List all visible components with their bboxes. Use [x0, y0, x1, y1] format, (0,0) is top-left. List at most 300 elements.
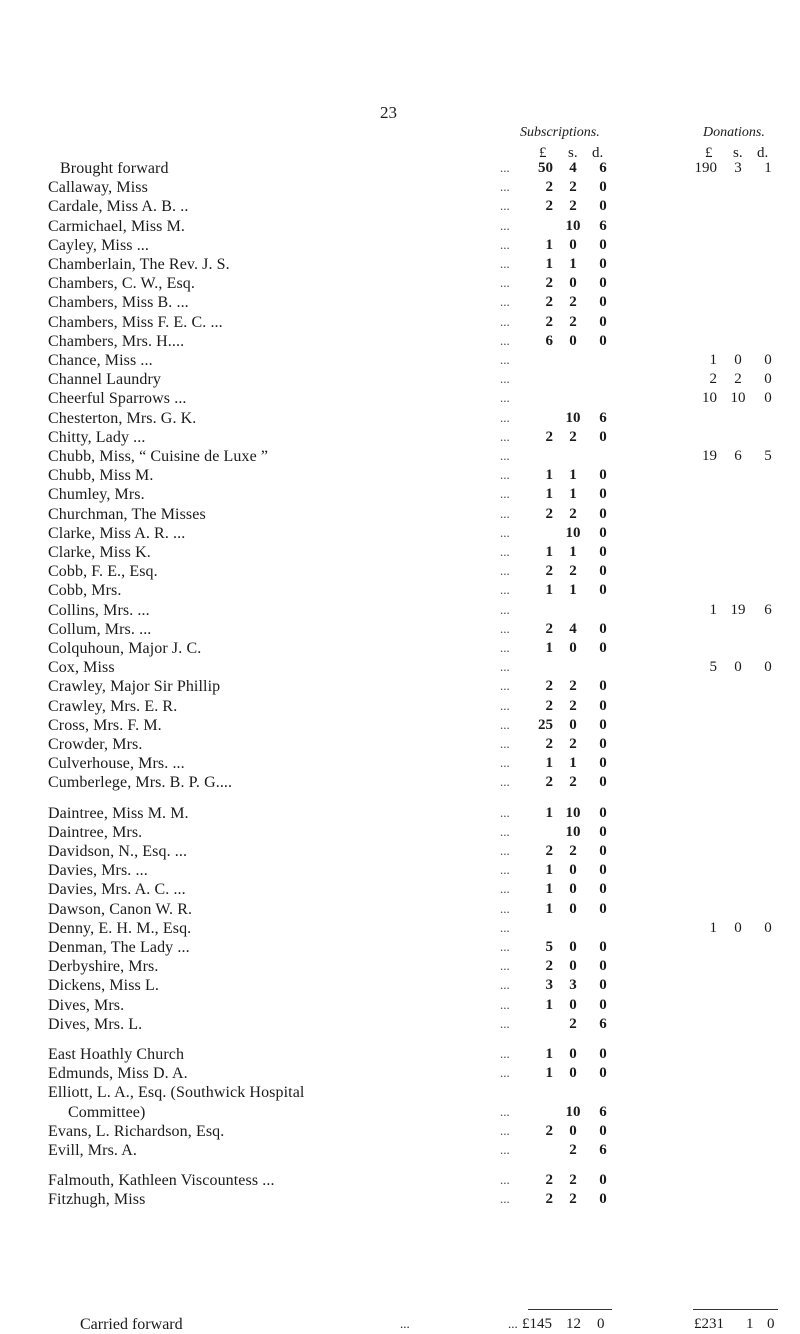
- list-item: [0, 1104, 800, 1123]
- subscription-shillings: 10: [565, 525, 581, 541]
- subscription-pence: 0: [599, 563, 607, 579]
- leader-dots: ...: [500, 1016, 510, 1031]
- subscription-shillings: 1: [569, 544, 577, 560]
- list-item: [0, 843, 800, 862]
- list-item: [0, 1084, 800, 1103]
- leader-dots: ...: [500, 698, 510, 713]
- leader-dots: ...: [500, 429, 510, 444]
- subscription-shillings: 2: [569, 198, 577, 214]
- list-item: [0, 525, 800, 544]
- leader-dots: ...: [500, 371, 510, 386]
- subscription-shillings: 2: [569, 678, 577, 694]
- leader-dots: ...: [500, 843, 510, 858]
- entry-name: Chesterton, Mrs. G. K.: [48, 410, 197, 427]
- leader-dots: ...: [500, 1104, 510, 1119]
- entry-name: Crawley, Major Sir Phillip: [48, 678, 221, 695]
- list-item: [0, 862, 800, 881]
- subscription-pence: 0: [599, 621, 607, 637]
- don-total-rule: [693, 1309, 778, 1310]
- entry-name: Collum, Mrs. ...: [48, 621, 152, 638]
- sub-total-pounds: £145: [522, 1316, 552, 1332]
- sub-shilling-symbol: s.: [568, 145, 578, 161]
- subscription-shillings: 2: [569, 563, 577, 579]
- subscription-pounds: 2: [545, 1123, 553, 1139]
- subscription-pence: 0: [599, 467, 607, 483]
- subscription-shillings: 10: [565, 805, 581, 821]
- donation-pence: 1: [764, 160, 772, 176]
- donation-pounds: 1: [709, 352, 717, 368]
- list-item: [0, 1065, 800, 1084]
- subscription-pounds: 1: [545, 486, 553, 502]
- subscription-shillings: 2: [569, 179, 577, 195]
- subscription-pence: 6: [599, 1104, 607, 1120]
- don-total-shillings: 1: [746, 1316, 754, 1332]
- subscription-shillings: 2: [569, 314, 577, 330]
- subscription-pence: 0: [599, 179, 607, 195]
- subscription-pence: 0: [599, 333, 607, 349]
- subscription-pence: 0: [599, 824, 607, 840]
- subscription-pounds: 1: [545, 881, 553, 897]
- leader-dots: ...: [500, 997, 510, 1012]
- subscription-pounds: 5: [545, 939, 553, 955]
- leader-dots: ...: [500, 352, 510, 367]
- leader-dots: ...: [500, 824, 510, 839]
- sub-total-shillings: 12: [566, 1316, 581, 1332]
- subscription-pence: 0: [599, 881, 607, 897]
- subscription-pence: 0: [599, 506, 607, 522]
- subscription-shillings: 4: [569, 160, 577, 176]
- entry-name: Daintree, Miss M. M.: [48, 805, 189, 822]
- subscription-pence: 0: [599, 901, 607, 917]
- subscription-pence: 6: [599, 1142, 607, 1158]
- donation-pence: 5: [764, 448, 772, 464]
- leader-dots: ...: [500, 659, 510, 674]
- leader-dots: ...: [500, 582, 510, 597]
- subscription-shillings: 1: [569, 486, 577, 502]
- sub-pound-symbol: £: [539, 145, 547, 161]
- subscription-pounds: 1: [545, 862, 553, 878]
- subscription-shillings: 0: [569, 901, 577, 917]
- subscriptions-header: Subscriptions.: [520, 125, 600, 140]
- subscription-shillings: 0: [569, 717, 577, 733]
- leader-dots: ...: [500, 1046, 510, 1061]
- subscription-pence: 6: [599, 410, 607, 426]
- subscription-pounds: 2: [545, 198, 553, 214]
- subscription-shillings: 0: [569, 640, 577, 656]
- donation-pounds: 1: [709, 920, 717, 936]
- subscription-pence: 0: [599, 774, 607, 790]
- subscription-pence: 0: [599, 1191, 607, 1207]
- subscription-pence: 6: [599, 218, 607, 234]
- entry-name: Chambers, Miss B. ...: [48, 294, 189, 311]
- subscription-pounds: 2: [545, 958, 553, 974]
- entry-name: Chambers, Miss F. E. C. ...: [48, 314, 223, 331]
- sub-pence-symbol: d.: [592, 145, 604, 161]
- subscription-pounds: 2: [545, 179, 553, 195]
- list-item: [0, 958, 800, 977]
- leader-dots: ...: [500, 1191, 510, 1206]
- leader-dots: ...: [500, 736, 510, 751]
- subscription-shillings: 0: [569, 275, 577, 291]
- donation-pence: 0: [764, 920, 772, 936]
- subscription-shillings: 10: [565, 1104, 581, 1120]
- entry-name: Colquhoun, Major J. C.: [48, 640, 202, 657]
- entry-name: Churchman, The Misses: [48, 506, 206, 523]
- entry-name: Cheerful Sparrows ...: [48, 390, 187, 407]
- entry-name: Clarke, Miss K.: [48, 544, 151, 561]
- donation-pounds: 19: [702, 448, 717, 464]
- entry-name: Carmichael, Miss M.: [48, 218, 185, 235]
- entry-name: Cobb, Mrs.: [48, 582, 122, 599]
- donation-pounds: 1: [709, 602, 717, 618]
- entry-name: Elliott, L. A., Esq. (Southwick Hospital: [48, 1084, 305, 1101]
- leader-dots: ...: [500, 390, 510, 405]
- subscription-pence: 0: [599, 429, 607, 445]
- entry-name: Cobb, F. E., Esq.: [48, 563, 158, 580]
- subscription-pence: 0: [599, 640, 607, 656]
- subscription-pounds: 2: [545, 506, 553, 522]
- donation-shillings: 0: [734, 920, 742, 936]
- subscription-shillings: 2: [569, 1172, 577, 1188]
- list-item: [0, 314, 800, 333]
- carried-forward-label: Carried forward: [80, 1316, 183, 1333]
- list-item: [0, 977, 800, 996]
- entry-name: Dives, Mrs.: [48, 997, 125, 1014]
- list-item: [0, 467, 800, 486]
- list-item: [0, 352, 800, 371]
- subscription-pence: 0: [599, 1172, 607, 1188]
- donation-shillings: 3: [734, 160, 742, 176]
- entry-name: Culverhouse, Mrs. ...: [48, 755, 185, 772]
- subscription-pounds: 2: [545, 294, 553, 310]
- donation-pounds: 5: [709, 659, 717, 675]
- subscription-pounds: 1: [545, 544, 553, 560]
- entry-name: Falmouth, Kathleen Viscountess ...: [48, 1172, 275, 1189]
- leader-dots: ...: [500, 678, 510, 693]
- donation-pence: 0: [764, 659, 772, 675]
- subscription-shillings: 4: [569, 621, 577, 637]
- subscription-shillings: 0: [569, 333, 577, 349]
- subscription-pounds: 2: [545, 736, 553, 752]
- entry-name: Cox, Miss: [48, 659, 115, 676]
- list-item: [0, 920, 800, 939]
- carried-forward-dots: ...: [400, 1316, 410, 1331]
- don-pence-symbol: d.: [757, 145, 769, 161]
- subscription-pounds: 1: [545, 237, 553, 253]
- subscription-shillings: 2: [569, 1142, 577, 1158]
- leader-dots: ...: [500, 486, 510, 501]
- leader-dots: ...: [500, 410, 510, 425]
- leader-dots: ...: [500, 525, 510, 540]
- subscription-pence: 0: [599, 582, 607, 598]
- donation-pence: 0: [764, 352, 772, 368]
- leader-dots: ...: [500, 179, 510, 194]
- leader-dots: ...: [500, 1123, 510, 1138]
- leader-dots: ...: [500, 881, 510, 896]
- subscription-shillings: 2: [569, 506, 577, 522]
- entry-name: Cayley, Miss ...: [48, 237, 150, 254]
- subscription-shillings: 2: [569, 429, 577, 445]
- entry-name: Callaway, Miss: [48, 179, 148, 196]
- leader-dots: ...: [500, 1172, 510, 1187]
- sub-total-rule: [528, 1309, 612, 1310]
- entry-name: Daintree, Mrs.: [48, 824, 143, 841]
- donation-shillings: 2: [734, 371, 742, 387]
- list-item: [0, 717, 800, 736]
- subscription-pence: 0: [599, 314, 607, 330]
- don-shilling-symbol: s.: [733, 145, 743, 161]
- leader-dots: ...: [500, 717, 510, 732]
- subscription-pence: 0: [599, 862, 607, 878]
- leader-dots: ...: [500, 506, 510, 521]
- leader-dots: ...: [500, 755, 510, 770]
- subscription-shillings: 0: [569, 1123, 577, 1139]
- list-item: [0, 237, 800, 256]
- subscription-shillings: 1: [569, 755, 577, 771]
- list-item: [0, 602, 800, 621]
- entry-name: Davies, Mrs. ...: [48, 862, 148, 879]
- subscription-pence: 0: [599, 843, 607, 859]
- leader-dots: ...: [500, 160, 510, 175]
- list-item: [0, 160, 800, 179]
- list-item: [0, 410, 800, 429]
- subscription-shillings: 10: [565, 824, 581, 840]
- subscription-pence: 0: [599, 256, 607, 272]
- subscription-pounds: 2: [545, 275, 553, 291]
- donation-pounds: 10: [702, 390, 717, 406]
- list-item: [0, 256, 800, 275]
- subscription-pence: 0: [599, 486, 607, 502]
- list-item: [0, 1191, 800, 1210]
- entry-name: Cross, Mrs. F. M.: [48, 717, 162, 734]
- list-item: [0, 774, 800, 793]
- subscription-shillings: 0: [569, 1046, 577, 1062]
- entry-name: Cumberlege, Mrs. B. P. G....: [48, 774, 233, 791]
- list-item: [0, 1142, 800, 1161]
- list-item: [0, 881, 800, 900]
- subscription-pounds: 3: [545, 977, 553, 993]
- leader-dots: ...: [500, 544, 510, 559]
- subscription-shillings: 0: [569, 862, 577, 878]
- list-item: [0, 198, 800, 217]
- subscription-pounds: 2: [545, 621, 553, 637]
- list-item: [0, 824, 800, 843]
- list-item: [0, 678, 800, 697]
- subscription-shillings: 2: [569, 774, 577, 790]
- leader-dots: ...: [500, 1142, 510, 1157]
- subscription-pence: 0: [599, 958, 607, 974]
- leader-dots: ...: [500, 467, 510, 482]
- subscription-pounds: 2: [545, 1172, 553, 1188]
- page-number: 23: [380, 103, 397, 122]
- subscription-shillings: 10: [565, 218, 581, 234]
- list-item: [0, 640, 800, 659]
- subscription-pounds: 1: [545, 467, 553, 483]
- subscription-pounds: 1: [545, 582, 553, 598]
- donation-pounds: 190: [694, 160, 717, 176]
- leader-dots: ...: [500, 563, 510, 578]
- entry-name: Denman, The Lady ...: [48, 939, 190, 956]
- list-item: [0, 448, 800, 467]
- subscription-pence: 0: [599, 805, 607, 821]
- leader-dots: ...: [500, 774, 510, 789]
- list-item: [0, 179, 800, 198]
- subscription-pounds: 1: [545, 805, 553, 821]
- subscription-pounds: 2: [545, 678, 553, 694]
- entry-name: Channel Laundry: [48, 371, 162, 388]
- subscription-pence: 0: [599, 198, 607, 214]
- subscription-shillings: 10: [565, 410, 581, 426]
- subscription-pounds: 2: [545, 698, 553, 714]
- leader-dots: ...: [500, 602, 510, 617]
- subscription-pence: 0: [599, 997, 607, 1013]
- leader-dots: ...: [500, 640, 510, 655]
- entry-name: Clarke, Miss A. R. ...: [48, 525, 186, 542]
- subscription-pence: 6: [599, 1016, 607, 1032]
- don-pound-symbol: £: [705, 145, 713, 161]
- entry-name: Edmunds, Miss D. A.: [48, 1065, 188, 1082]
- entry-name: Chubb, Miss M.: [48, 467, 154, 484]
- subscription-pence: 0: [599, 544, 607, 560]
- leader-dots: ...: [500, 237, 510, 252]
- leader-dots: ...: [500, 621, 510, 636]
- subscription-pounds: 1: [545, 1046, 553, 1062]
- leader-dots: ...: [500, 901, 510, 916]
- donation-shillings: 0: [734, 659, 742, 675]
- donation-pence: 6: [764, 602, 772, 618]
- entry-name: Dickens, Miss L.: [48, 977, 159, 994]
- subscription-shillings: 1: [569, 256, 577, 272]
- entry-name: East Hoathly Church: [48, 1046, 185, 1063]
- subscription-pence: 0: [599, 1065, 607, 1081]
- subscription-shillings: 3: [569, 977, 577, 993]
- subscription-pounds: 50: [538, 160, 553, 176]
- don-total-pounds: £231: [694, 1316, 724, 1332]
- subscription-pence: 0: [599, 237, 607, 253]
- subscription-pence: 0: [599, 1046, 607, 1062]
- donations-header: Donations.: [703, 125, 765, 140]
- list-item: [0, 429, 800, 448]
- subscription-shillings: 2: [569, 1191, 577, 1207]
- donation-pence: 0: [764, 371, 772, 387]
- entry-name: Crowder, Mrs.: [48, 736, 143, 753]
- list-item: [0, 371, 800, 390]
- entry-name: Committee): [68, 1104, 146, 1121]
- subscription-pence: 6: [599, 160, 607, 176]
- list-item: [0, 275, 800, 294]
- donation-shillings: 19: [730, 602, 746, 618]
- entry-name: Cardale, Miss A. B. ..: [48, 198, 189, 215]
- entry-name: Evill, Mrs. A.: [48, 1142, 137, 1159]
- subscription-pence: 0: [599, 678, 607, 694]
- leader-dots: ...: [500, 198, 510, 213]
- subscription-pounds: 2: [545, 429, 553, 445]
- subscription-pounds: 2: [545, 1191, 553, 1207]
- donation-pence: 0: [764, 390, 772, 406]
- subscription-shillings: 1: [569, 467, 577, 483]
- donation-pounds: 2: [709, 371, 717, 387]
- leader-dots: ...: [500, 448, 510, 463]
- list-item: [0, 698, 800, 717]
- leader-dots: ...: [500, 977, 510, 992]
- subscription-pounds: 1: [545, 640, 553, 656]
- subscription-shillings: 0: [569, 958, 577, 974]
- subscription-shillings: 2: [569, 294, 577, 310]
- subscription-shillings: 0: [569, 881, 577, 897]
- sub-total-pence: 0: [597, 1316, 605, 1332]
- subscription-shillings: 2: [569, 736, 577, 752]
- subscription-shillings: 2: [569, 1016, 577, 1032]
- subscription-shillings: 1: [569, 582, 577, 598]
- list-item: [0, 997, 800, 1016]
- list-item: [0, 563, 800, 582]
- subscription-pence: 0: [599, 1123, 607, 1139]
- entry-name: Derbyshire, Mrs.: [48, 958, 159, 975]
- list-item: [0, 294, 800, 313]
- list-item: [0, 755, 800, 774]
- list-item: [0, 939, 800, 958]
- leader-dots: ...: [500, 294, 510, 309]
- entry-name: Chamberlain, The Rev. J. S.: [48, 256, 230, 273]
- list-item: [0, 544, 800, 563]
- entry-name: Dives, Mrs. L.: [48, 1016, 143, 1033]
- leader-dots: ...: [500, 1065, 510, 1080]
- entry-name: Chambers, C. W., Esq.: [48, 275, 195, 292]
- list-item: [0, 333, 800, 352]
- subscription-shillings: 0: [569, 237, 577, 253]
- leader-dots: ...: [500, 920, 510, 935]
- list-item: [0, 1123, 800, 1142]
- leader-dots: ...: [500, 939, 510, 954]
- leader-dots: ...: [500, 958, 510, 973]
- subscription-pence: 0: [599, 525, 607, 541]
- subscription-pounds: 2: [545, 563, 553, 579]
- subscription-pence: 0: [599, 736, 607, 752]
- don-total-pence: 0: [767, 1316, 775, 1332]
- list-item: [0, 1172, 800, 1191]
- subscription-pounds: 1: [545, 755, 553, 771]
- subscription-shillings: 2: [569, 698, 577, 714]
- leader-dots: ...: [500, 805, 510, 820]
- subscription-pounds: 6: [545, 333, 553, 349]
- subscription-pence: 0: [599, 698, 607, 714]
- leader-dots: ...: [500, 218, 510, 233]
- subscription-pence: 0: [599, 977, 607, 993]
- subscription-pence: 0: [599, 275, 607, 291]
- list-item: [0, 1046, 800, 1065]
- entry-name: Chance, Miss ...: [48, 352, 153, 369]
- list-item: [0, 659, 800, 678]
- subscription-shillings: 0: [569, 939, 577, 955]
- entry-name: Chambers, Mrs. H....: [48, 333, 185, 350]
- subscription-shillings: 2: [569, 843, 577, 859]
- subscription-pence: 0: [599, 717, 607, 733]
- subscription-shillings: 0: [569, 997, 577, 1013]
- list-item: [0, 901, 800, 920]
- leader-dots: ...: [500, 862, 510, 877]
- leader-dots: ...: [500, 314, 510, 329]
- subscription-pounds: 1: [545, 901, 553, 917]
- entry-name: Chitty, Lady ...: [48, 429, 146, 446]
- entry-name: Crawley, Mrs. E. R.: [48, 698, 178, 715]
- subscription-pounds: 1: [545, 997, 553, 1013]
- subscription-pounds: 1: [545, 1065, 553, 1081]
- list-item: [0, 390, 800, 409]
- entry-name: Dawson, Canon W. R.: [48, 901, 193, 918]
- entry-name: Davies, Mrs. A. C. ...: [48, 881, 186, 898]
- subscription-pence: 0: [599, 755, 607, 771]
- list-item: [0, 805, 800, 824]
